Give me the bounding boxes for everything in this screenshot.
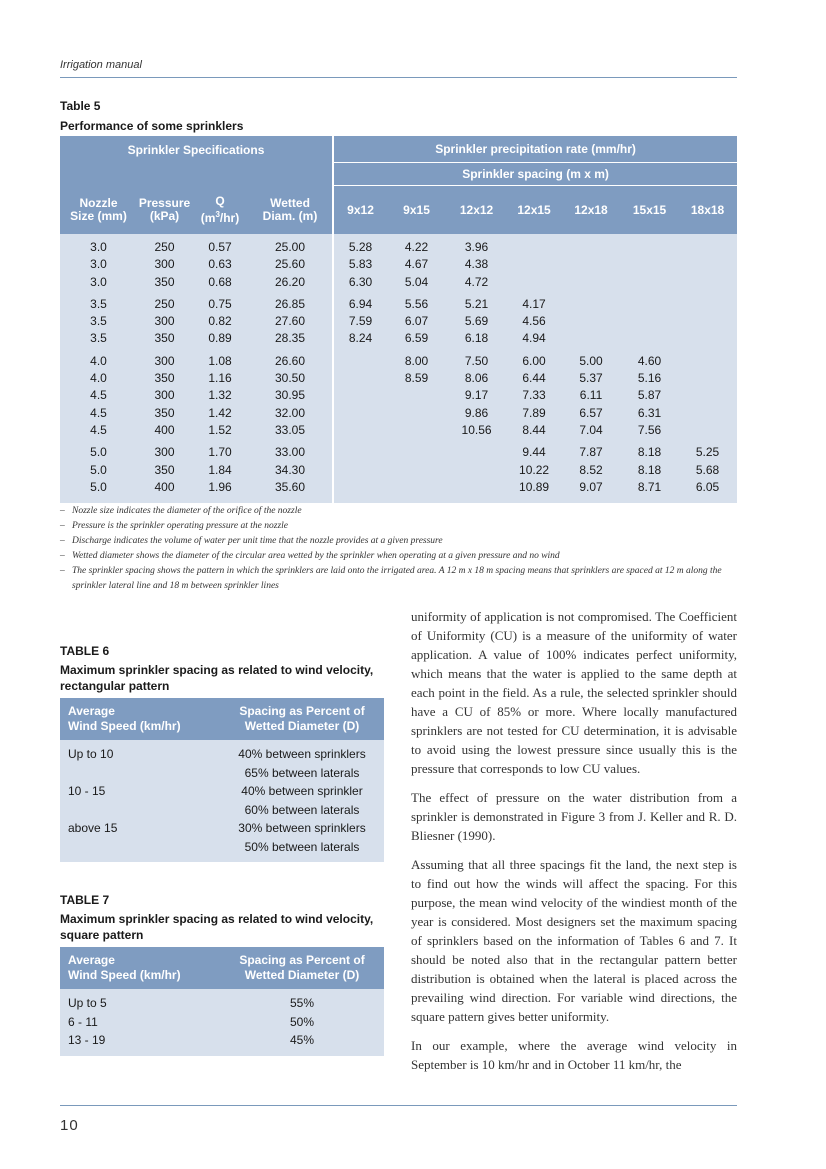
table-cell [507, 256, 561, 273]
col-header-spacing-18x18: 18x18 [678, 186, 737, 235]
table-cell: 9.86 [446, 405, 507, 422]
table-cell [446, 444, 507, 461]
table-row [60, 387, 737, 404]
table5-note [60, 504, 740, 519]
table-cell: 50% [220, 1013, 384, 1032]
table-cell: 400 [137, 479, 192, 496]
table-cell [678, 256, 737, 273]
running-header: Irrigation manual [60, 59, 142, 71]
col-header-wetted-diameter: Wetted Diam. (m) [248, 186, 333, 235]
table-cell: 10.89 [507, 479, 561, 496]
table-cell: 8.71 [621, 479, 678, 496]
table-row [60, 239, 737, 256]
table-cell [678, 370, 737, 387]
table-cell: 5.0 [60, 444, 137, 461]
t6-header-spacing-percent: Spacing as Percent of Wetted Diameter (D) [220, 698, 384, 740]
table-cell: 9.44 [507, 444, 561, 461]
table-cell: 0.68 [192, 274, 248, 291]
table-cell: 250 [137, 239, 192, 256]
table-row [60, 838, 384, 863]
table-cell: 0.82 [192, 313, 248, 330]
note-dash: – [60, 521, 65, 531]
table-cell [387, 479, 446, 496]
table-cell: 34.30 [248, 462, 333, 479]
table-cell: 6.94 [333, 296, 387, 313]
table-row [60, 422, 737, 439]
table-cell: 30.50 [248, 370, 333, 387]
table-cell: 4.60 [621, 353, 678, 370]
table-cell: 10.22 [507, 462, 561, 479]
table-cell: 5.21 [446, 296, 507, 313]
col-header-nozzle: Nozzle Size (mm) [60, 186, 137, 235]
col-header-spacing-9x12: 9x12 [333, 186, 387, 235]
table-cell [60, 801, 220, 820]
body-paragraph: The effect of pressure on the water distribution from a sprinkler is demonstrated in Figure 3 from J. Keller and R. D. Bliesner (1990). [411, 790, 737, 843]
group-header-precipitation: Sprinkler precipitation rate (mm/hr) [333, 136, 737, 163]
table-cell: 3.0 [60, 274, 137, 291]
table-cell: 4.67 [387, 256, 446, 273]
table-cell: 26.60 [248, 353, 333, 370]
table-cell: 5.87 [621, 387, 678, 404]
body-text-column [411, 607, 737, 1084]
table-cell: 5.83 [333, 256, 387, 273]
table-cell: 6.07 [387, 313, 446, 330]
table-cell: 5.00 [561, 353, 621, 370]
table-cell: 28.35 [248, 330, 333, 347]
table-cell [621, 313, 678, 330]
table-cell: 8.06 [446, 370, 507, 387]
table-cell: 4.0 [60, 353, 137, 370]
table-cell: 4.22 [387, 239, 446, 256]
table-cell [333, 405, 387, 422]
table-cell [678, 387, 737, 404]
table-cell [387, 462, 446, 479]
table-row [60, 405, 737, 422]
table-cell: 8.52 [561, 462, 621, 479]
table-cell: 8.18 [621, 444, 678, 461]
table-cell [387, 422, 446, 439]
table-cell [678, 296, 737, 313]
table-cell: 40% between sprinklers [220, 740, 384, 764]
table-cell: 7.87 [561, 444, 621, 461]
table-cell: 6.44 [507, 370, 561, 387]
table-cell: 30.95 [248, 387, 333, 404]
t7-header-spacing-percent: Spacing as Percent of Wetted Diameter (D) [220, 947, 384, 989]
table-cell: 0.75 [192, 296, 248, 313]
table-cell: 7.50 [446, 353, 507, 370]
table-row [60, 330, 737, 347]
table-cell: 1.70 [192, 444, 248, 461]
table-cell [387, 405, 446, 422]
table-row [60, 801, 384, 820]
table5-note [60, 564, 740, 594]
table7-title: Maximum sprinkler spacing as related to wind velocity, square pattern [60, 912, 374, 942]
table-cell: 9.07 [561, 479, 621, 496]
table5-note [60, 549, 740, 564]
table-cell [621, 256, 678, 273]
table-row [60, 256, 737, 273]
table-cell: 0.57 [192, 239, 248, 256]
table-cell: 65% between laterals [220, 764, 384, 783]
table-cell: 1.08 [192, 353, 248, 370]
table-cell [678, 405, 737, 422]
table-cell: 1.16 [192, 370, 248, 387]
group-spacer [60, 496, 737, 503]
table-cell: 7.89 [507, 405, 561, 422]
table-cell: 32.00 [248, 405, 333, 422]
table-cell: 0.89 [192, 330, 248, 347]
table-cell [333, 353, 387, 370]
note-text: Pressure is the sprinkler operating pressure at the nozzle [72, 521, 289, 531]
note-dash: – [60, 506, 65, 516]
table-cell: 5.04 [387, 274, 446, 291]
group-header-specifications: Sprinkler Specifications [60, 136, 333, 186]
table-cell [507, 239, 561, 256]
body-paragraph: uniformity of application is not compromised. The Coefficient of Uniformity (CU) is a measure of the uniformity of water application. A value of 100% indicates perfect uniformity, which means that the water is applied to the same depth at each point in the field. As a rule, the selected sprinkler should have a CU of 85% or more. Where locally manufactured sprinklers are not tested for CU determination, it is advisable to avoid using the lowest pressure since usually this is the pressure that corresponds to low CU values. [411, 609, 737, 776]
table5-notes [60, 504, 740, 594]
table-cell: 6.57 [561, 405, 621, 422]
table-cell: 6.05 [678, 479, 737, 496]
table-cell [60, 838, 220, 863]
table-cell [678, 313, 737, 330]
table-cell: 4.94 [507, 330, 561, 347]
table-cell: 8.24 [333, 330, 387, 347]
table-cell: 10.56 [446, 422, 507, 439]
table-cell: 35.60 [248, 479, 333, 496]
sprinkler-performance-table [60, 136, 737, 503]
table-cell: 33.05 [248, 422, 333, 439]
table-cell: 3.5 [60, 330, 137, 347]
note-text: Wetted diameter shows the diameter of the circular area wetted by the sprinkler when operating at a given pressure and no wind [72, 551, 560, 561]
t6-header-wind-speed: Average Wind Speed (km/hr) [60, 698, 220, 740]
table-cell: 1.42 [192, 405, 248, 422]
footer-rule [60, 1105, 737, 1106]
table-cell: 45% [220, 1031, 384, 1056]
table-cell: 10 - 15 [60, 782, 220, 801]
table-cell [678, 239, 737, 256]
table-cell: 33.00 [248, 444, 333, 461]
table-cell: 50% between laterals [220, 838, 384, 863]
table-cell: Up to 10 [60, 740, 220, 764]
table-cell: 350 [137, 405, 192, 422]
table-cell: 350 [137, 462, 192, 479]
table-cell: 8.00 [387, 353, 446, 370]
note-text: Nozzle size indicates the diameter of the orifice of the nozzle [72, 506, 302, 516]
header-rule [60, 77, 737, 78]
table-cell [561, 313, 621, 330]
table-cell: 4.5 [60, 405, 137, 422]
table-cell [333, 444, 387, 461]
table-cell: 25.00 [248, 239, 333, 256]
table-cell: 4.5 [60, 422, 137, 439]
table-cell [387, 387, 446, 404]
col-header-spacing-12x18: 12x18 [561, 186, 621, 235]
page-number: 10 [60, 1117, 79, 1134]
table-cell: 400 [137, 422, 192, 439]
table-row [60, 296, 737, 313]
table-row [60, 479, 737, 496]
table-cell [561, 330, 621, 347]
table-cell [621, 239, 678, 256]
table-cell: 4.38 [446, 256, 507, 273]
table-cell: 350 [137, 274, 192, 291]
note-text: Discharge indicates the volume of water per unit time that the nozzle provides at a given pressure [72, 536, 443, 546]
table5-title: Performance of some sprinklers [60, 119, 244, 133]
table-cell: 3.0 [60, 239, 137, 256]
table5-note [60, 534, 740, 549]
table-cell: 26.20 [248, 274, 333, 291]
table-cell [621, 330, 678, 347]
table-cell: 6 - 11 [60, 1013, 220, 1032]
table-cell [561, 256, 621, 273]
table-cell: 30% between sprinklers [220, 819, 384, 838]
table-cell: 1.84 [192, 462, 248, 479]
table-cell [561, 274, 621, 291]
table-cell [446, 462, 507, 479]
table-cell: 4.0 [60, 370, 137, 387]
wind-spacing-square-table [60, 947, 384, 1056]
table-row [60, 370, 737, 387]
table-cell: 8.59 [387, 370, 446, 387]
table6-label: TABLE 6 [60, 644, 110, 658]
table-cell: 6.18 [446, 330, 507, 347]
table-cell: 4.5 [60, 387, 137, 404]
col-header-discharge: Q $(m^3/hr)$ [192, 186, 248, 235]
table-cell: 60% between laterals [220, 801, 384, 820]
table-cell: 25.60 [248, 256, 333, 273]
table-cell: 5.25 [678, 444, 737, 461]
table-row [60, 274, 737, 291]
table-cell: 55% [220, 989, 384, 1013]
table-cell: 9.17 [446, 387, 507, 404]
table-cell: 6.59 [387, 330, 446, 347]
table-cell: 3.5 [60, 313, 137, 330]
table-cell: 13 - 19 [60, 1031, 220, 1056]
table-cell: 5.16 [621, 370, 678, 387]
table-cell: 6.31 [621, 405, 678, 422]
table-row [60, 989, 384, 1013]
table7-label: TABLE 7 [60, 893, 110, 907]
table-cell: 8.18 [621, 462, 678, 479]
table-cell [333, 479, 387, 496]
table-cell: 7.04 [561, 422, 621, 439]
table-cell: 7.33 [507, 387, 561, 404]
table-cell [387, 444, 446, 461]
table-cell: 6.30 [333, 274, 387, 291]
table-cell: 4.56 [507, 313, 561, 330]
table-cell: 7.59 [333, 313, 387, 330]
table-cell [333, 387, 387, 404]
note-dash: – [60, 536, 65, 546]
table-cell: above 15 [60, 819, 220, 838]
col-header-spacing-12x12: 12x12 [446, 186, 507, 235]
table-row [60, 462, 737, 479]
table-cell [333, 462, 387, 479]
table-row [60, 819, 384, 838]
table-cell: 4.17 [507, 296, 561, 313]
table-cell: 5.0 [60, 479, 137, 496]
table-cell: 40% between sprinkler [220, 782, 384, 801]
table-cell [678, 274, 737, 291]
table-cell: 5.28 [333, 239, 387, 256]
t7-header-wind-speed: Average Wind Speed (km/hr) [60, 947, 220, 989]
table-cell [621, 296, 678, 313]
table-row [60, 444, 737, 461]
table-cell [561, 239, 621, 256]
table-cell: 3.5 [60, 296, 137, 313]
table-cell: 5.69 [446, 313, 507, 330]
wind-spacing-rectangular-table [60, 698, 384, 862]
table-cell: 300 [137, 387, 192, 404]
table-cell: 3.96 [446, 239, 507, 256]
body-paragraph: In our example, where the average wind velocity in September is 10 km/hr and in October 11 km/hr, the [411, 1038, 737, 1072]
table-cell [621, 274, 678, 291]
table-cell: 5.56 [387, 296, 446, 313]
table-cell: 300 [137, 353, 192, 370]
table-cell [561, 296, 621, 313]
table-cell [333, 370, 387, 387]
table-row [60, 782, 384, 801]
col-header-spacing-9x15: 9x15 [387, 186, 446, 235]
table-row [60, 313, 737, 330]
table-cell: 250 [137, 296, 192, 313]
table-cell: 300 [137, 256, 192, 273]
table-cell: 5.68 [678, 462, 737, 479]
table-cell: Up to 5 [60, 989, 220, 1013]
body-paragraph: Assuming that all three spacings fit the land, the next step is to find out how the winds will affect the spacing. For this purpose, the mean wind velocity of the windiest month of the year is considered. Most designers set the maximum spacing of sprinklers based on the information of Tables 6 and 7. It should be noted also that in the rectangular pattern better distribution is obtained when the lateral is placed across the prevailing wind direction. For variable wind directions, the square pattern gives better uniformity. [411, 857, 737, 1024]
table-cell: 5.37 [561, 370, 621, 387]
note-dash: – [60, 551, 65, 561]
table-cell: 4.72 [446, 274, 507, 291]
col-header-spacing-15x15: 15x15 [621, 186, 678, 235]
note-text: The sprinkler spacing shows the pattern in which the sprinklers are laid onto the irrigated area. A 12 m x 18 m spacing means that sprinklers are spaced at 12 m along the sprinkler lateral line and 18 m between sprinkler lines [72, 566, 722, 591]
table-cell: 350 [137, 370, 192, 387]
group-header-spacing: Sprinkler spacing (m x m) [333, 163, 737, 186]
table-cell: 300 [137, 444, 192, 461]
table-cell [60, 764, 220, 783]
table-cell: 8.44 [507, 422, 561, 439]
table-cell: 300 [137, 313, 192, 330]
table-cell [678, 353, 737, 370]
table-row [60, 764, 384, 783]
table-row [60, 1031, 384, 1056]
table-row [60, 1013, 384, 1032]
table-cell [507, 274, 561, 291]
col-header-spacing-12x15: 12x15 [507, 186, 561, 235]
table-cell [446, 479, 507, 496]
table-cell: 1.96 [192, 479, 248, 496]
table5-caption [60, 96, 243, 136]
table-cell: 1.52 [192, 422, 248, 439]
table-row [60, 353, 737, 370]
table-cell: 0.63 [192, 256, 248, 273]
table-cell [678, 422, 737, 439]
table-cell [333, 422, 387, 439]
table5-note [60, 519, 740, 534]
table-cell: 6.00 [507, 353, 561, 370]
col-header-pressure: Pressure (kPa) [137, 186, 192, 235]
table-cell [678, 330, 737, 347]
table-cell: 7.56 [621, 422, 678, 439]
table-cell: 27.60 [248, 313, 333, 330]
table5-label: Table 5 [60, 99, 101, 113]
table-cell: 3.0 [60, 256, 137, 273]
table-cell: 5.0 [60, 462, 137, 479]
table-cell: 6.11 [561, 387, 621, 404]
table-cell: 350 [137, 330, 192, 347]
table-cell: 26.85 [248, 296, 333, 313]
table6-title: Maximum sprinkler spacing as related to wind velocity, rectangular pattern [60, 663, 374, 693]
table-row [60, 740, 384, 764]
note-dash: – [60, 566, 65, 576]
table-cell: 1.32 [192, 387, 248, 404]
